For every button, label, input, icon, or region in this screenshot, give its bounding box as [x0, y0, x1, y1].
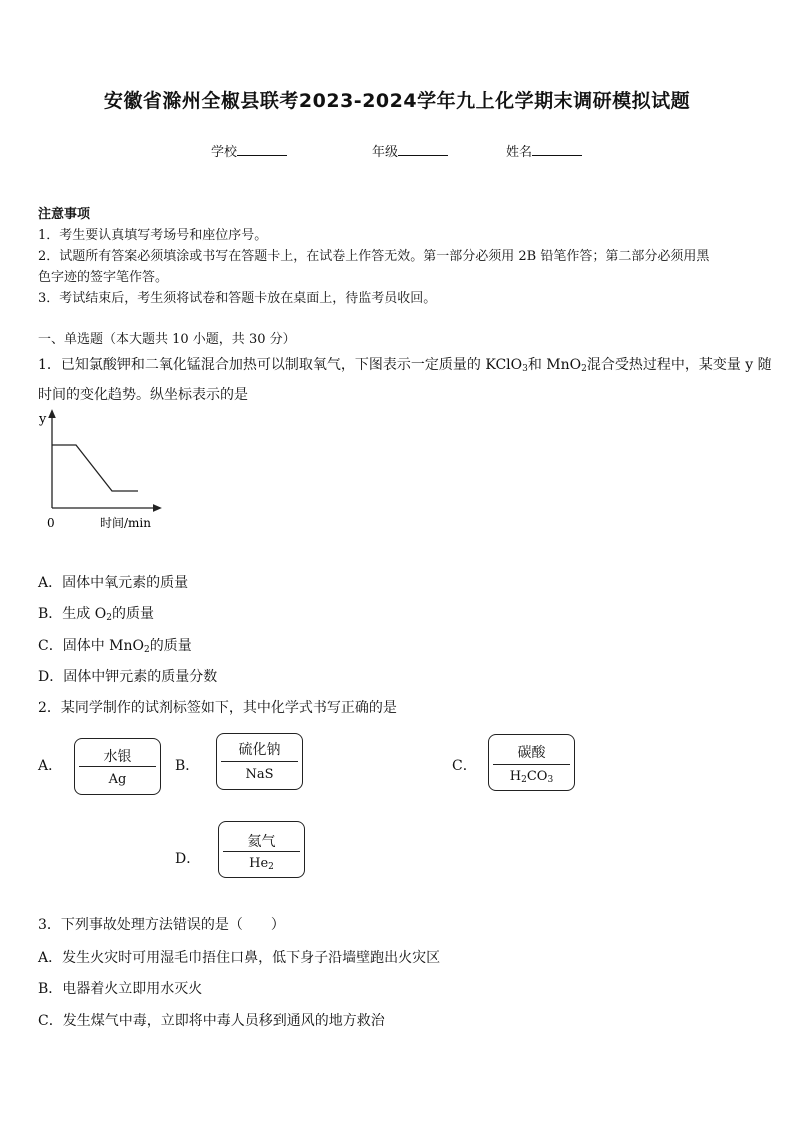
grade-field	[372, 141, 448, 160]
school-field	[211, 141, 287, 160]
q2-option-c-letter: C．	[452, 758, 477, 774]
name-field	[506, 141, 582, 160]
question-3-text: 3．下列事故处理方法错误的是（ ）	[38, 917, 285, 933]
q1-option-d: D．固体中钾元素的质量分数	[38, 669, 218, 685]
note-item: 2．试题所有答案必须填涂或书写在答题卡上，在试卷上作答无效。第一部分必须用 2B 铅笔作答；第二部分必须用黑	[38, 249, 710, 264]
reagent-formula: $H_2CO_3$	[509, 769, 554, 785]
label-divider	[79, 766, 156, 767]
section-heading: 一、单选题（本大题共 10 小题，共 30 分）	[38, 332, 296, 347]
reagent-formula: Ag	[108, 772, 127, 787]
reagent-name: 水银	[103, 749, 132, 765]
grade-label: 年级	[372, 145, 399, 160]
grade-blank	[398, 143, 448, 156]
y-label: y	[39, 412, 47, 427]
reagent-formula: NaS	[245, 767, 274, 782]
question-1-text: 1．已知氯酸钾和二氧化锰混合加热可以制取氧气，下图表示一定质量的 KClO$_3$和 MnO$_2$混合受热过程中，某变量 y 随	[38, 357, 772, 374]
q2-option-b-letter: B．	[175, 758, 200, 774]
q2-option-a-letter: A．	[38, 758, 63, 774]
name-blank	[532, 143, 582, 156]
q1-graph	[30, 405, 170, 535]
origin-label: 0	[47, 516, 55, 530]
q3-option-a: A．发生火灾时可用湿毛巾捂住口鼻，低下身子沿墙壁跑出火灾区	[38, 950, 441, 966]
reagent-name: 碳酸	[517, 745, 546, 761]
question-2-text: 2．某同学制作的试剂标签如下，其中化学式书写正确的是	[38, 700, 397, 716]
note-item: 1．考生要认真填写考场号和座位序号。	[38, 228, 268, 243]
q3-option-b: B．电器着火立即用水灭火	[38, 981, 203, 997]
q1-option-b: B．生成 $O_2$的质量	[38, 606, 154, 623]
q2-label-d	[218, 821, 305, 878]
reagent-name: 硫化钠	[238, 742, 281, 758]
label-divider	[223, 851, 300, 852]
reagent-formula: $He_2$	[249, 856, 274, 872]
note-item: 3．考试结束后，考生须将试卷和答题卡放在桌面上，待监考员收回。	[38, 291, 437, 306]
q1-option-c: C．固体中 MnO$_2$的质量	[38, 638, 192, 655]
q2-label-c	[488, 734, 575, 791]
school-label: 学校	[211, 145, 238, 160]
question-1-text-cont: 时间的变化趋势。纵坐标表示的是	[38, 387, 248, 403]
q2-option-d-letter: D．	[175, 851, 201, 867]
note-item: 色字迹的签字笔作答。	[38, 270, 169, 285]
q2-label-a	[74, 738, 161, 795]
x-label: 时间/min	[100, 516, 151, 530]
page-title: 安徽省滁州全椒县联考2023-2024学年九上化学期末调研模拟试题	[103, 90, 691, 112]
school-blank	[237, 143, 287, 156]
q3-option-c: C．发生煤气中毒，立即将中毒人员移到通风的地方救治	[38, 1013, 385, 1029]
label-divider	[493, 764, 570, 765]
label-divider	[221, 761, 298, 762]
q1-option-a: A．固体中氧元素的质量	[38, 575, 189, 591]
reagent-name: 氦气	[247, 834, 276, 850]
q2-label-b	[216, 733, 303, 790]
trend-line	[52, 445, 138, 491]
notes-heading: 注意事项	[38, 207, 91, 222]
name-label: 姓名	[506, 145, 533, 160]
